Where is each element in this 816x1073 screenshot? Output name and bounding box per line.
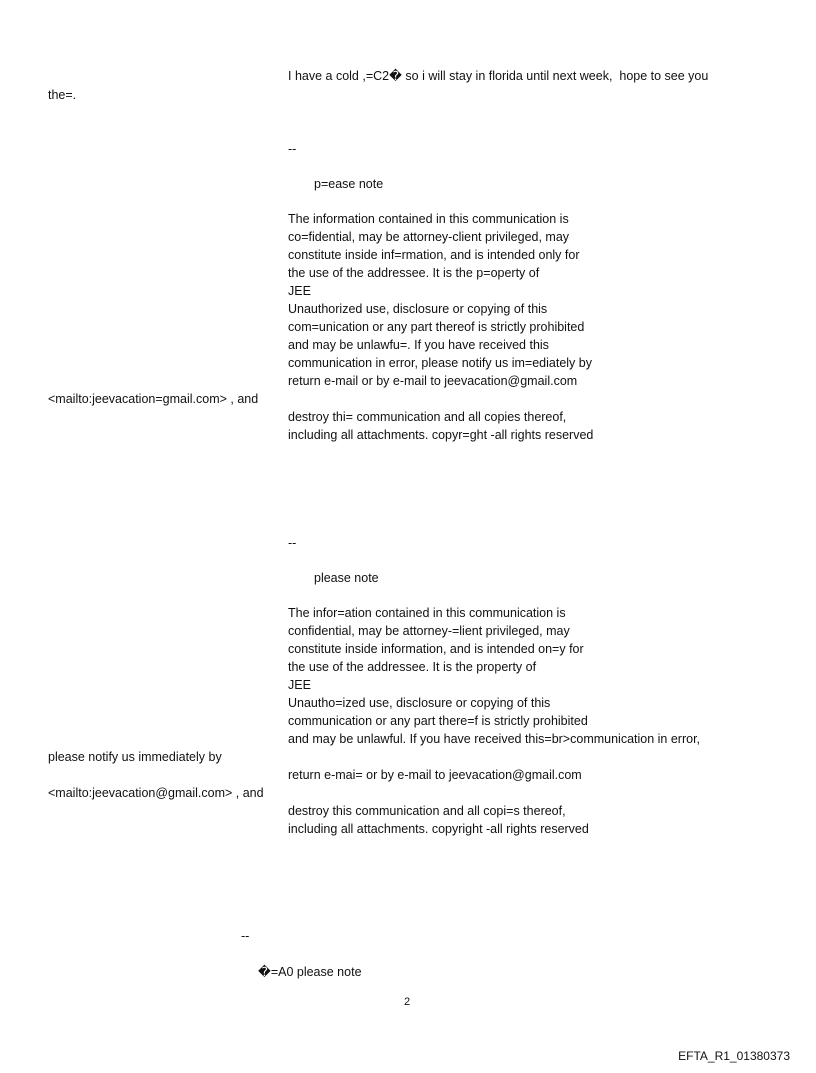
document-id-footer: EFTA_R1_01380373 <box>678 1049 790 1063</box>
disclaimer-line: and may be unlawful. If you have received this=br>communication in error, <box>288 732 701 746</box>
disclaimer-heading: p=ease note <box>314 177 384 191</box>
disclaimer-line: com=unication or any part thereof is strictly prohibited <box>288 320 585 334</box>
disclaimer-line: Unautho=ized use, disclosure or copying of this <box>288 696 551 710</box>
disclaimer-line: and may be unlawfu=. If you have received this <box>288 338 549 352</box>
disclaimer-heading: �=A0 please note <box>258 965 362 979</box>
disclaimer-line: constitute inside inf=rmation, and is intended only for <box>288 248 580 262</box>
signature-separator: -- <box>288 536 297 550</box>
disclaimer-line: return e-mai= or by e-mail to jeevacation@gmail.com <box>288 768 582 782</box>
disclaimer-line: including all attachments. copyr=ght -all rights reserved <box>288 428 594 442</box>
disclaimer-line: The infor=ation contained in this communication is <box>288 606 566 620</box>
disclaimer-line: co=fidential, may be attorney-client privileged, may <box>288 230 570 244</box>
disclaimer-line: JEE <box>288 678 311 692</box>
disclaimer-line: communication or any part there=f is strictly prohibited <box>288 714 588 728</box>
disclaimer-line-wrap: please notify us immediately by <box>48 750 222 764</box>
disclaimer-line: communication in error, please notify us im=ediately by <box>288 356 592 370</box>
page-number: 2 <box>404 996 411 1008</box>
disclaimer-line: destroy this communication and all copi=s thereof, <box>288 804 566 818</box>
disclaimer-line: The information contained in this communication is <box>288 212 569 226</box>
disclaimer-line: including all attachments. copyright -all rights reserved <box>288 822 589 836</box>
mailto-link: <mailto:jeevacation@gmail.com> , and <box>48 786 264 800</box>
disclaimer-line: constitute inside information, and is intended on=y for <box>288 642 584 656</box>
intro-line-wrap: the=. <box>48 88 77 102</box>
disclaimer-line: confidential, may be attorney-=lient privileged, may <box>288 624 570 638</box>
mailto-link: <mailto:jeevacation=gmail.com> , and <box>48 392 259 406</box>
signature-separator: -- <box>241 929 250 943</box>
signature-separator: -- <box>288 142 297 156</box>
disclaimer-line: return e-mail or by e-mail to jeevacation@gmail.com <box>288 374 578 388</box>
disclaimer-line: Unauthorized use, disclosure or copying of this <box>288 302 548 316</box>
disclaimer-line: destroy thi= communication and all copies thereof, <box>288 410 567 424</box>
disclaimer-heading: please note <box>314 571 379 585</box>
disclaimer-line: JEE <box>288 284 311 298</box>
disclaimer-line: the use of the addressee. It is the property of <box>288 660 537 674</box>
intro-line: I have a cold ,=C2� so i will stay in florida until next week, hope to see you <box>288 69 709 83</box>
disclaimer-line: the use of the addressee. It is the p=operty of <box>288 266 540 280</box>
